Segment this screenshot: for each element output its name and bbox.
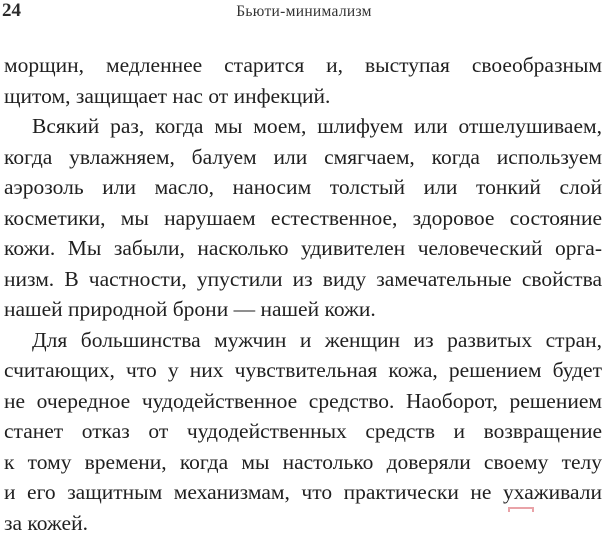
text-line: не очередное чудодейственное средство. Наоборот, решением xyxy=(4,386,602,417)
text-line: считающих, что у них чувствительная кожа, решением будет xyxy=(4,355,602,386)
text-line: косметики, мы нарушаем естественное, здоровое состояние xyxy=(4,203,602,234)
text-line: кожи. Мы забыли, насколько удивителен человеческий орга- xyxy=(4,233,602,264)
text-line: Для большинства мужчин и женщин из развитых стран, xyxy=(4,325,602,356)
text-line: аэрозоль или масло, наносим толстый или тонкий слой xyxy=(4,172,602,203)
text-line: когда увлажняем, балуем или смягчаем, когда используем xyxy=(4,142,602,173)
page-corner-mark xyxy=(508,507,534,512)
text-line: щитом, защищает нас от инфекций. xyxy=(4,81,602,112)
body-text xyxy=(4,50,602,538)
text-line: морщин, медленнее старится и, выступая своеобразным xyxy=(4,50,602,81)
page-header xyxy=(0,0,608,24)
text-line: нашей природной брони — нашей кожи. xyxy=(4,294,602,325)
text-line: к тому времени, когда мы настолько доверяли своему телу xyxy=(4,447,602,478)
paragraph-2 xyxy=(4,111,602,325)
running-title: Бьюти-минимализм xyxy=(0,3,608,21)
text-line: станет отказ от чудодейственных средств и возвращение xyxy=(4,416,602,447)
paragraph-1 xyxy=(4,50,602,111)
text-line: низм. В частности, упустили из виду замечательные свойства xyxy=(4,264,602,295)
text-line: за кожей. xyxy=(4,508,602,538)
paragraph-3 xyxy=(4,325,602,538)
text-line: Всякий раз, когда мы моем, шлифуем или отшелушиваем, xyxy=(4,111,602,142)
page-number: 24 xyxy=(2,1,21,21)
text-line: и его защитным механизмам, что практически не ухаживали xyxy=(4,477,602,508)
